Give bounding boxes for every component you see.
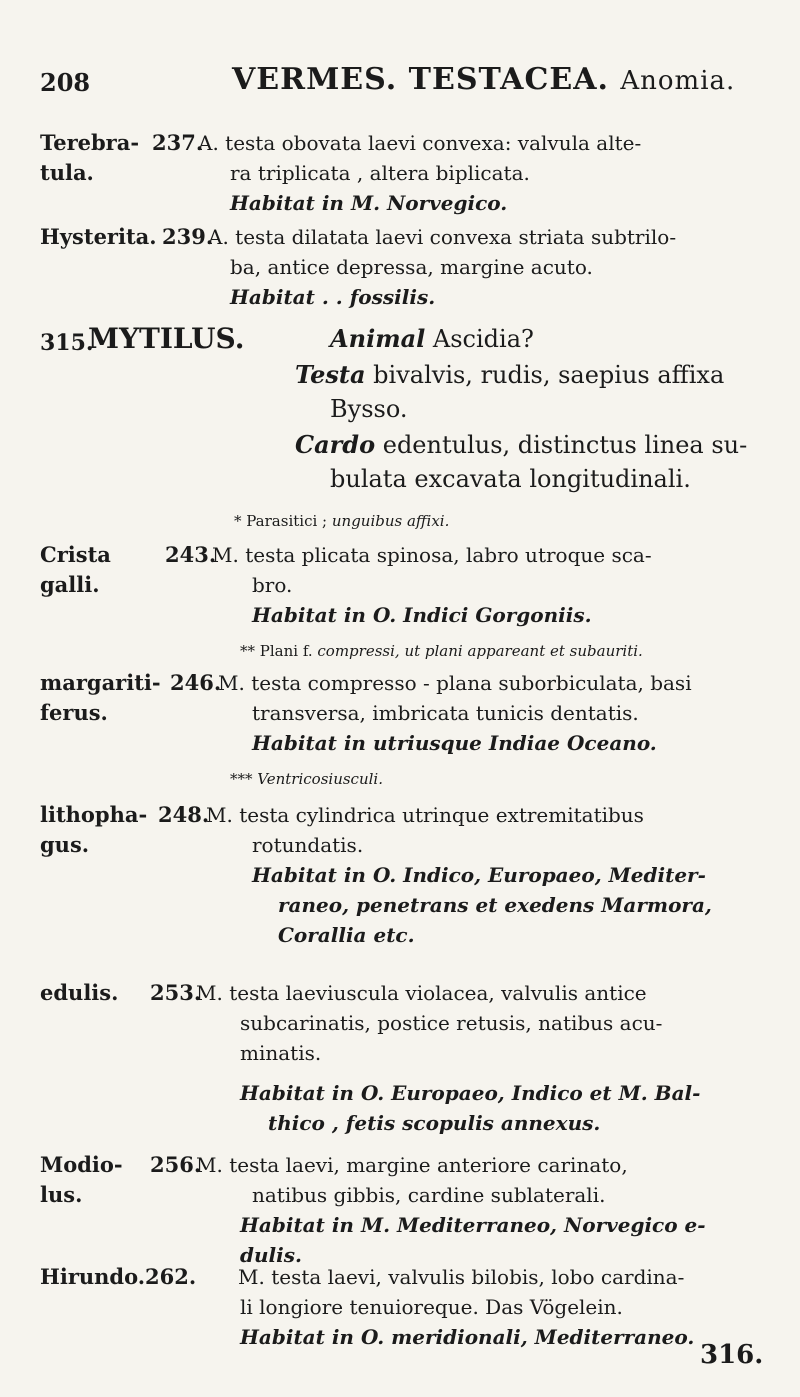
species-label: edulis. — [40, 980, 119, 1005]
description-line: M. testa plicata spinosa, labro utroque sca- — [212, 543, 652, 567]
species-label: Crista galli. — [40, 542, 111, 597]
testa-line: Testa bivalvis, rudis, saepius affixa — [295, 360, 725, 389]
habitat-line: Habitat in O. Europaeo, Indico et M. Bal- — [240, 1081, 701, 1105]
description-line: rotundatis. — [252, 833, 364, 857]
habitat-line: Habitat in M. Mediterraneo, Norvegico e- — [240, 1213, 706, 1237]
description-line: minatis. — [240, 1041, 322, 1065]
page-number: 208 — [40, 68, 91, 97]
species-label: lithopha- gus. — [40, 802, 148, 857]
section-footnote: *** Ventricosiusculi. — [230, 770, 383, 788]
habitat-line: Habitat in O. Indico, Europaeo, Mediter- — [252, 863, 706, 887]
entry-hirundo — [40, 1262, 760, 1362]
description-line: subcarinatis, postice retusis, natibus acu- — [240, 1011, 663, 1035]
description-line: ra triplicata , altera biplicata. — [230, 161, 530, 185]
habitat-line: Habitat . . fossilis. — [230, 285, 436, 309]
catchword: 316. — [700, 1340, 764, 1370]
description-line: ba, antice depressa, margine acuto. — [230, 255, 593, 279]
description-line: natibus gibbis, cardine sublaterali. — [252, 1183, 606, 1207]
entry-lithophagus — [40, 800, 760, 947]
habitat-line: Habitat in O. meridionali, Mediterraneo. — [240, 1325, 695, 1349]
habitat-line: dulis. — [240, 1243, 302, 1267]
running-title-main: VERMES. TESTACEA. — [232, 62, 609, 97]
genus-number: 315. — [40, 330, 94, 356]
habitat-line: Corallia etc. — [278, 923, 415, 947]
description-line: M. testa compresso - plana suborbiculata, basi — [218, 671, 692, 695]
running-title-sub: Anomia. — [620, 66, 736, 96]
entry-margaritiferus — [40, 668, 760, 768]
entry-crista-galli — [40, 540, 760, 640]
entry-number: 253. — [150, 980, 202, 1005]
cardo-line: bulata excavata longitudinali. — [330, 465, 691, 493]
species-label: Terebra- tula. — [40, 130, 140, 185]
description-line: bro. — [252, 573, 293, 597]
genus-name: MYTILUS. — [88, 322, 245, 355]
habitat-line: Habitat in O. Indici Gorgoniis. — [252, 603, 592, 627]
testa-line: Bysso. — [330, 395, 408, 423]
section-footnote: ** Plani f. compressi, ut plani appareant et subauriti. — [240, 642, 643, 660]
running-title — [232, 62, 735, 97]
description-line: transversa, imbricata tunicis dentatis. — [252, 701, 639, 725]
genus-mytilus — [40, 322, 760, 492]
entry-hysterita — [40, 222, 760, 322]
entry-number: 256. — [150, 1152, 202, 1177]
description-line: A. testa dilatata laevi convexa striata subtrilo- — [208, 225, 677, 249]
description-line: li longiore tenuioreque. Das Vögelein. — [240, 1295, 623, 1319]
description-line: M. testa laevi, margine anteriore carinato, — [196, 1153, 628, 1177]
species-label: Hirundo.262. — [40, 1264, 197, 1289]
entry-number: 246. — [170, 670, 222, 695]
species-label: Modio- lus. — [40, 1152, 123, 1207]
description-line: A. testa obovata laevi convexa: valvula alte- — [198, 131, 642, 155]
entry-modiolus — [40, 1150, 760, 1267]
animal-line: Animal Ascidia? — [330, 324, 534, 353]
entry-number: 237. — [152, 130, 204, 155]
habitat-line: Habitat in M. Norvegico. — [230, 191, 508, 215]
entry-number: 239. — [162, 224, 214, 249]
entry-terebratula — [40, 128, 760, 228]
habitat-line: Habitat in utriusque Indiae Oceano. — [252, 731, 657, 755]
description-line: M. testa laevi, valvulis bilobis, lobo cardina- — [238, 1265, 685, 1289]
entry-edulis — [40, 978, 760, 1148]
species-label: Hysterita. — [40, 224, 157, 249]
entry-number: 243. — [165, 542, 217, 567]
description-line: M. testa laeviuscula violacea, valvulis antice — [196, 981, 647, 1005]
description-line: M. testa cylindrica utrinque extremitatibus — [206, 803, 644, 827]
habitat-line: thico , fetis scopulis annexus. — [268, 1111, 601, 1135]
page-header — [40, 60, 760, 100]
species-label: margariti- ferus. — [40, 670, 161, 725]
section-footnote: * Parasitici ; unguibus affixi. — [234, 512, 450, 530]
cardo-line: Cardo edentulus, distinctus linea su- — [295, 430, 748, 459]
habitat-line: raneo, penetrans et exedens Marmora, — [278, 893, 712, 917]
entry-number: 248. — [158, 802, 210, 827]
